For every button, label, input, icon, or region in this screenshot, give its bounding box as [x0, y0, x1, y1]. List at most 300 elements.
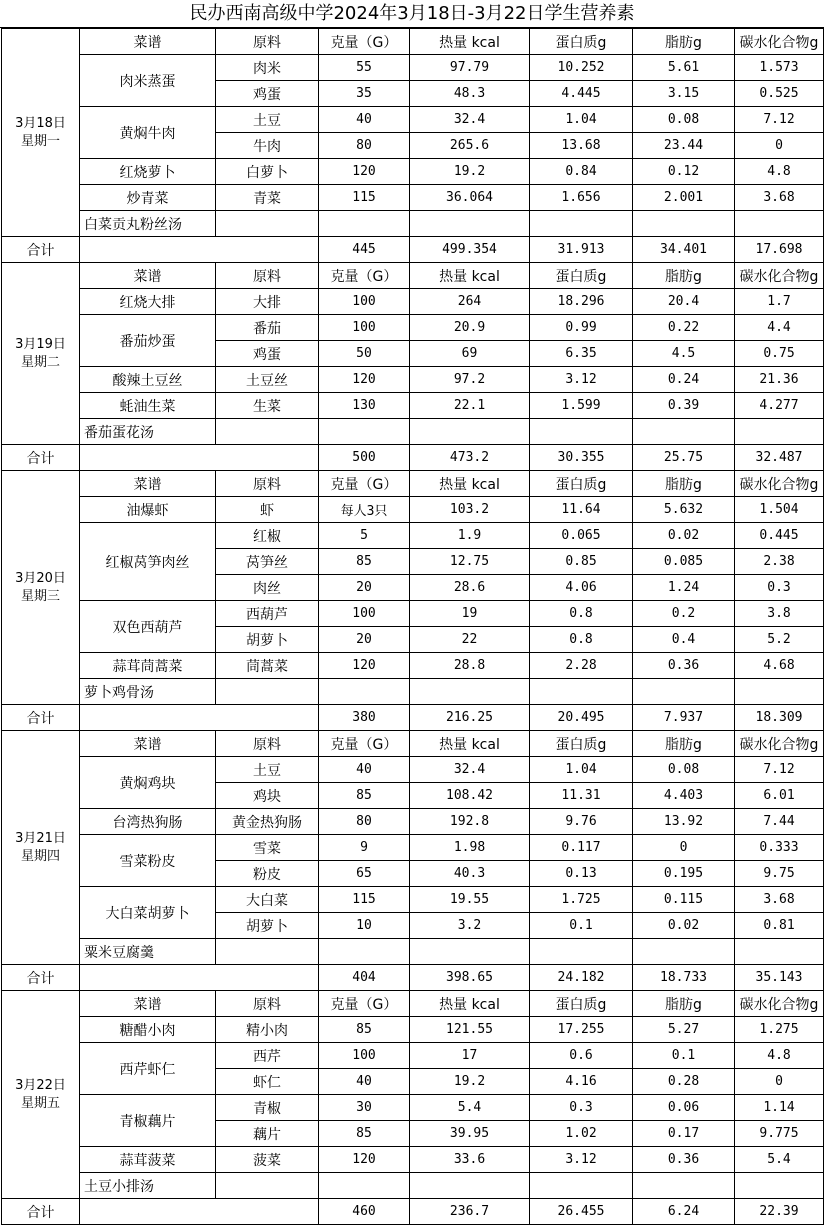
carb-value: 7.44: [735, 809, 824, 835]
ingredient-name: 粉皮: [216, 861, 319, 887]
grams-value: 120: [319, 1147, 410, 1173]
ingredient-name: 肉米: [216, 55, 319, 81]
fat-value: 0.36: [633, 653, 735, 679]
total-protein: 31.913: [530, 237, 633, 263]
carb-value: 3.68: [735, 185, 824, 211]
grams-value: 80: [319, 133, 410, 159]
ingredient-name: 土豆: [216, 107, 319, 133]
carb-value: 3.8: [735, 601, 824, 627]
carb-value: 5.2: [735, 627, 824, 653]
ingredient-name: 西芹: [216, 1043, 319, 1069]
dish-name: 双色西葫芦: [80, 601, 216, 653]
column-header: 热量 kcal: [410, 29, 530, 55]
protein-value: 0.8: [530, 627, 633, 653]
total-carb: 35.143: [735, 965, 824, 991]
fat-value: 23.44: [633, 133, 735, 159]
nutrition-table: [1, 28, 824, 1225]
table-row: [2, 1017, 824, 1043]
grams-value: 65: [319, 861, 410, 887]
table-row: [2, 107, 824, 133]
kcal-value: 22: [410, 627, 530, 653]
carb-value: 7.12: [735, 107, 824, 133]
fat-value: 0.02: [633, 523, 735, 549]
column-header: 蛋白质g: [530, 731, 633, 757]
kcal-value: 32.4: [410, 107, 530, 133]
table-row: [2, 835, 824, 861]
grams-value: 40: [319, 107, 410, 133]
protein-value: 1.656: [530, 185, 633, 211]
protein-value: 17.255: [530, 1017, 633, 1043]
total-row: [2, 1199, 824, 1225]
day-date: 3月21日: [15, 830, 66, 846]
grams-value: 100: [319, 315, 410, 341]
table-row: [2, 185, 824, 211]
fat-value: 0.1: [633, 1043, 735, 1069]
kcal-value: 19.55: [410, 887, 530, 913]
grams-value: 35: [319, 81, 410, 107]
fat-value: 20.4: [633, 289, 735, 315]
kcal-value: 19.2: [410, 1069, 530, 1095]
grams-value: [319, 1173, 410, 1199]
dish-name: 油爆虾: [80, 497, 216, 523]
ingredient-name: 青椒: [216, 1095, 319, 1121]
carb-value: [735, 211, 824, 237]
total-grams: 460: [319, 1199, 410, 1225]
carb-value: 4.277: [735, 393, 824, 419]
table-row: [2, 367, 824, 393]
total-carb: 32.487: [735, 445, 824, 471]
total-kcal: 236.7: [410, 1199, 530, 1225]
total-grams: 445: [319, 237, 410, 263]
kcal-value: 19: [410, 601, 530, 627]
day-header-row: [2, 29, 824, 55]
ingredient-name: [216, 419, 319, 445]
column-header: 热量 kcal: [410, 991, 530, 1017]
kcal-value: 121.55: [410, 1017, 530, 1043]
kcal-value: 103.2: [410, 497, 530, 523]
total-blank: [80, 965, 319, 991]
ingredient-name: 白萝卜: [216, 159, 319, 185]
grams-value: 100: [319, 601, 410, 627]
protein-value: 1.725: [530, 887, 633, 913]
kcal-value: 264: [410, 289, 530, 315]
grams-value: 85: [319, 1121, 410, 1147]
fat-value: 3.15: [633, 81, 735, 107]
protein-value: [530, 211, 633, 237]
grams-value: 9: [319, 835, 410, 861]
protein-value: 1.04: [530, 107, 633, 133]
dish-name: 糖醋小肉: [80, 1017, 216, 1043]
kcal-value: 12.75: [410, 549, 530, 575]
ingredient-name: [216, 679, 319, 705]
day-date-cell: [2, 471, 80, 705]
column-header: 热量 kcal: [410, 731, 530, 757]
column-header: 原料: [216, 991, 319, 1017]
column-header: 热量 kcal: [410, 471, 530, 497]
fat-value: 0.22: [633, 315, 735, 341]
carb-value: 0: [735, 133, 824, 159]
protein-value: 0.85: [530, 549, 633, 575]
fat-value: 5.27: [633, 1017, 735, 1043]
carb-value: [735, 679, 824, 705]
column-header: 碳水化合物g: [735, 471, 824, 497]
day-header-row: [2, 991, 824, 1017]
protein-value: 0.6: [530, 1043, 633, 1069]
ingredient-name: 土豆丝: [216, 367, 319, 393]
column-header: 克量（G）: [319, 991, 410, 1017]
kcal-value: 97.79: [410, 55, 530, 81]
column-header: 热量 kcal: [410, 263, 530, 289]
ingredient-name: 红椒: [216, 523, 319, 549]
day-date-cell: [2, 29, 80, 237]
fat-value: 4.403: [633, 783, 735, 809]
day-header-row: [2, 263, 824, 289]
kcal-value: 40.3: [410, 861, 530, 887]
day-date-cell: [2, 731, 80, 965]
carb-value: 21.36: [735, 367, 824, 393]
grams-value: 30: [319, 1095, 410, 1121]
carb-value: 2.38: [735, 549, 824, 575]
total-fat: 25.75: [633, 445, 735, 471]
total-grams: 500: [319, 445, 410, 471]
dish-name: 蚝油生菜: [80, 393, 216, 419]
day-weekday: 星期二: [20, 354, 60, 370]
carb-value: 0.75: [735, 341, 824, 367]
column-header: 原料: [216, 731, 319, 757]
fat-value: 0.06: [633, 1095, 735, 1121]
grams-value: [319, 211, 410, 237]
kcal-value: 28.6: [410, 575, 530, 601]
carb-value: 4.8: [735, 159, 824, 185]
carb-value: 0: [735, 1069, 824, 1095]
carb-value: 0.445: [735, 523, 824, 549]
carb-value: [735, 1173, 824, 1199]
ingredient-name: 虾仁: [216, 1069, 319, 1095]
carb-value: 9.75: [735, 861, 824, 887]
grams-value: 20: [319, 627, 410, 653]
dish-name: 粟米豆腐羹: [80, 939, 216, 965]
fat-value: 2.001: [633, 185, 735, 211]
day-header-row: [2, 471, 824, 497]
protein-value: 0.84: [530, 159, 633, 185]
fat-value: 0.02: [633, 913, 735, 939]
carb-value: 9.775: [735, 1121, 824, 1147]
total-grams: 380: [319, 705, 410, 731]
grams-value: 120: [319, 367, 410, 393]
column-header: 蛋白质g: [530, 29, 633, 55]
grams-value: 10: [319, 913, 410, 939]
carb-value: 5.4: [735, 1147, 824, 1173]
grams-value: 120: [319, 653, 410, 679]
protein-value: 0.1: [530, 913, 633, 939]
total-blank: [80, 237, 319, 263]
carb-value: 0.81: [735, 913, 824, 939]
column-header: 蛋白质g: [530, 263, 633, 289]
column-header: 菜谱: [80, 263, 216, 289]
kcal-value: 108.42: [410, 783, 530, 809]
dish-name: 雪菜粉皮: [80, 835, 216, 887]
grams-value: 40: [319, 757, 410, 783]
table-row: [2, 1173, 824, 1199]
table-row: [2, 601, 824, 627]
grams-value: 每人3只: [319, 497, 410, 523]
ingredient-name: 大排: [216, 289, 319, 315]
dish-name: 肉米蒸蛋: [80, 55, 216, 107]
protein-value: 13.68: [530, 133, 633, 159]
protein-value: 0.3: [530, 1095, 633, 1121]
protein-value: 9.76: [530, 809, 633, 835]
grams-value: 100: [319, 289, 410, 315]
column-header: 菜谱: [80, 29, 216, 55]
total-kcal: 499.354: [410, 237, 530, 263]
column-header: 克量（G）: [319, 471, 410, 497]
column-header: 脂肪g: [633, 991, 735, 1017]
grams-value: 85: [319, 1017, 410, 1043]
total-label: 合计: [2, 1199, 80, 1225]
fat-value: 4.5: [633, 341, 735, 367]
grams-value: 115: [319, 185, 410, 211]
dish-name: 土豆小排汤: [80, 1173, 216, 1199]
fat-value: [633, 939, 735, 965]
total-row: [2, 705, 824, 731]
total-kcal: 473.2: [410, 445, 530, 471]
total-kcal: 398.65: [410, 965, 530, 991]
ingredient-name: [216, 1173, 319, 1199]
table-row: [2, 523, 824, 549]
fat-value: 1.24: [633, 575, 735, 601]
kcal-value: 5.4: [410, 1095, 530, 1121]
fat-value: 0.39: [633, 393, 735, 419]
column-header: 脂肪g: [633, 263, 735, 289]
protein-value: 4.445: [530, 81, 633, 107]
total-row: [2, 445, 824, 471]
grams-value: 55: [319, 55, 410, 81]
ingredient-name: 藕片: [216, 1121, 319, 1147]
protein-value: 0.8: [530, 601, 633, 627]
dish-name: 酸辣土豆丝: [80, 367, 216, 393]
carb-value: 0.3: [735, 575, 824, 601]
day-date: 3月22日: [15, 1077, 66, 1093]
total-label: 合计: [2, 237, 80, 263]
protein-value: 0.99: [530, 315, 633, 341]
day-header-row: [2, 731, 824, 757]
total-fat: 34.401: [633, 237, 735, 263]
table-row: [2, 653, 824, 679]
protein-value: 2.28: [530, 653, 633, 679]
kcal-value: 1.9: [410, 523, 530, 549]
column-header: 原料: [216, 471, 319, 497]
carb-value: 6.01: [735, 783, 824, 809]
grams-value: [319, 419, 410, 445]
dish-name: 大白菜胡萝卜: [80, 887, 216, 939]
ingredient-name: 鸡蛋: [216, 341, 319, 367]
fat-value: [633, 419, 735, 445]
total-protein: 24.182: [530, 965, 633, 991]
grams-value: 80: [319, 809, 410, 835]
ingredient-name: 西葫芦: [216, 601, 319, 627]
kcal-value: 36.064: [410, 185, 530, 211]
dish-name: 西芹虾仁: [80, 1043, 216, 1095]
fat-value: [633, 1173, 735, 1199]
dish-name: 红烧萝卜: [80, 159, 216, 185]
fat-value: 0.2: [633, 601, 735, 627]
protein-value: [530, 939, 633, 965]
grams-value: [319, 679, 410, 705]
ingredient-name: 大白菜: [216, 887, 319, 913]
column-header: 蛋白质g: [530, 991, 633, 1017]
column-header: 蛋白质g: [530, 471, 633, 497]
total-label: 合计: [2, 445, 80, 471]
column-header: 碳水化合物g: [735, 731, 824, 757]
day-weekday: 星期一: [20, 133, 60, 149]
carb-value: 1.7: [735, 289, 824, 315]
fat-value: 0: [633, 835, 735, 861]
protein-value: 10.252: [530, 55, 633, 81]
carb-value: [735, 419, 824, 445]
total-kcal: 216.25: [410, 705, 530, 731]
protein-value: 1.04: [530, 757, 633, 783]
kcal-value: 265.6: [410, 133, 530, 159]
protein-value: 11.64: [530, 497, 633, 523]
grams-value: 50: [319, 341, 410, 367]
protein-value: 4.16: [530, 1069, 633, 1095]
ingredient-name: 青菜: [216, 185, 319, 211]
table-row: [2, 159, 824, 185]
ingredient-name: 精小肉: [216, 1017, 319, 1043]
column-header: 碳水化合物g: [735, 263, 824, 289]
table-row: [2, 211, 824, 237]
day-weekday: 星期四: [20, 848, 60, 864]
fat-value: 0.08: [633, 107, 735, 133]
fat-value: 0.4: [633, 627, 735, 653]
grams-value: 115: [319, 887, 410, 913]
ingredient-name: 肉丝: [216, 575, 319, 601]
dish-name: 炒青菜: [80, 185, 216, 211]
total-blank: [80, 705, 319, 731]
total-grams: 404: [319, 965, 410, 991]
ingredient-name: 牛肉: [216, 133, 319, 159]
carb-value: [735, 939, 824, 965]
fat-value: 0.085: [633, 549, 735, 575]
column-header: 菜谱: [80, 731, 216, 757]
total-protein: 20.495: [530, 705, 633, 731]
kcal-value: 32.4: [410, 757, 530, 783]
total-protein: 30.355: [530, 445, 633, 471]
ingredient-name: 胡萝卜: [216, 913, 319, 939]
kcal-value: [410, 211, 530, 237]
grams-value: 20: [319, 575, 410, 601]
protein-value: 18.296: [530, 289, 633, 315]
carb-value: 3.68: [735, 887, 824, 913]
total-row: [2, 965, 824, 991]
kcal-value: 19.2: [410, 159, 530, 185]
total-protein: 26.455: [530, 1199, 633, 1225]
table-row: [2, 939, 824, 965]
grams-value: [319, 939, 410, 965]
carb-value: 0.525: [735, 81, 824, 107]
grams-value: 40: [319, 1069, 410, 1095]
fat-value: 5.632: [633, 497, 735, 523]
carb-value: 0.333: [735, 835, 824, 861]
column-header: 克量（G）: [319, 731, 410, 757]
protein-value: 0.065: [530, 523, 633, 549]
protein-value: [530, 679, 633, 705]
fat-value: 0.28: [633, 1069, 735, 1095]
fat-value: 0.08: [633, 757, 735, 783]
table-row: [2, 393, 824, 419]
protein-value: 11.31: [530, 783, 633, 809]
ingredient-name: 生菜: [216, 393, 319, 419]
carb-value: 1.504: [735, 497, 824, 523]
carb-value: 1.14: [735, 1095, 824, 1121]
total-fat: 7.937: [633, 705, 735, 731]
grams-value: 120: [319, 159, 410, 185]
kcal-value: [410, 419, 530, 445]
grams-value: 85: [319, 549, 410, 575]
total-carb: 18.309: [735, 705, 824, 731]
ingredient-name: 莴笋丝: [216, 549, 319, 575]
fat-value: 0.115: [633, 887, 735, 913]
table-row: [2, 757, 824, 783]
kcal-value: 97.2: [410, 367, 530, 393]
grams-value: 5: [319, 523, 410, 549]
ingredient-name: 胡萝卜: [216, 627, 319, 653]
protein-value: 3.12: [530, 367, 633, 393]
total-fat: 18.733: [633, 965, 735, 991]
dish-name: 蒜茸菠菜: [80, 1147, 216, 1173]
day-date-cell: [2, 263, 80, 445]
kcal-value: 39.95: [410, 1121, 530, 1147]
column-header: 菜谱: [80, 471, 216, 497]
column-header: 原料: [216, 263, 319, 289]
dish-name: 白菜贡丸粉丝汤: [80, 211, 216, 237]
protein-value: 0.117: [530, 835, 633, 861]
total-label: 合计: [2, 705, 80, 731]
column-header: 克量（G）: [319, 263, 410, 289]
carb-value: 1.573: [735, 55, 824, 81]
carb-value: 7.12: [735, 757, 824, 783]
dish-name: 红椒莴笋肉丝: [80, 523, 216, 601]
ingredient-name: [216, 939, 319, 965]
kcal-value: 3.2: [410, 913, 530, 939]
column-header: 克量（G）: [319, 29, 410, 55]
day-weekday: 星期五: [20, 1095, 60, 1111]
total-blank: [80, 445, 319, 471]
fat-value: 5.61: [633, 55, 735, 81]
total-carb: 22.39: [735, 1199, 824, 1225]
dish-name: 红烧大排: [80, 289, 216, 315]
dish-name: 萝卜鸡骨汤: [80, 679, 216, 705]
kcal-value: 192.8: [410, 809, 530, 835]
column-header: 脂肪g: [633, 471, 735, 497]
kcal-value: 17: [410, 1043, 530, 1069]
day-date: 3月18日: [15, 115, 66, 131]
table-row: [2, 419, 824, 445]
kcal-value: 20.9: [410, 315, 530, 341]
day-date-cell: [2, 991, 80, 1199]
kcal-value: [410, 679, 530, 705]
total-blank: [80, 1199, 319, 1225]
total-fat: 6.24: [633, 1199, 735, 1225]
kcal-value: 28.8: [410, 653, 530, 679]
table-row: [2, 1095, 824, 1121]
protein-value: 1.599: [530, 393, 633, 419]
fat-value: [633, 211, 735, 237]
ingredient-name: 菠菜: [216, 1147, 319, 1173]
carb-value: 1.275: [735, 1017, 824, 1043]
page-title: 民办西南高级中学2024年3月18日-3月22日学生营养素: [0, 0, 824, 28]
fat-value: 0.24: [633, 367, 735, 393]
